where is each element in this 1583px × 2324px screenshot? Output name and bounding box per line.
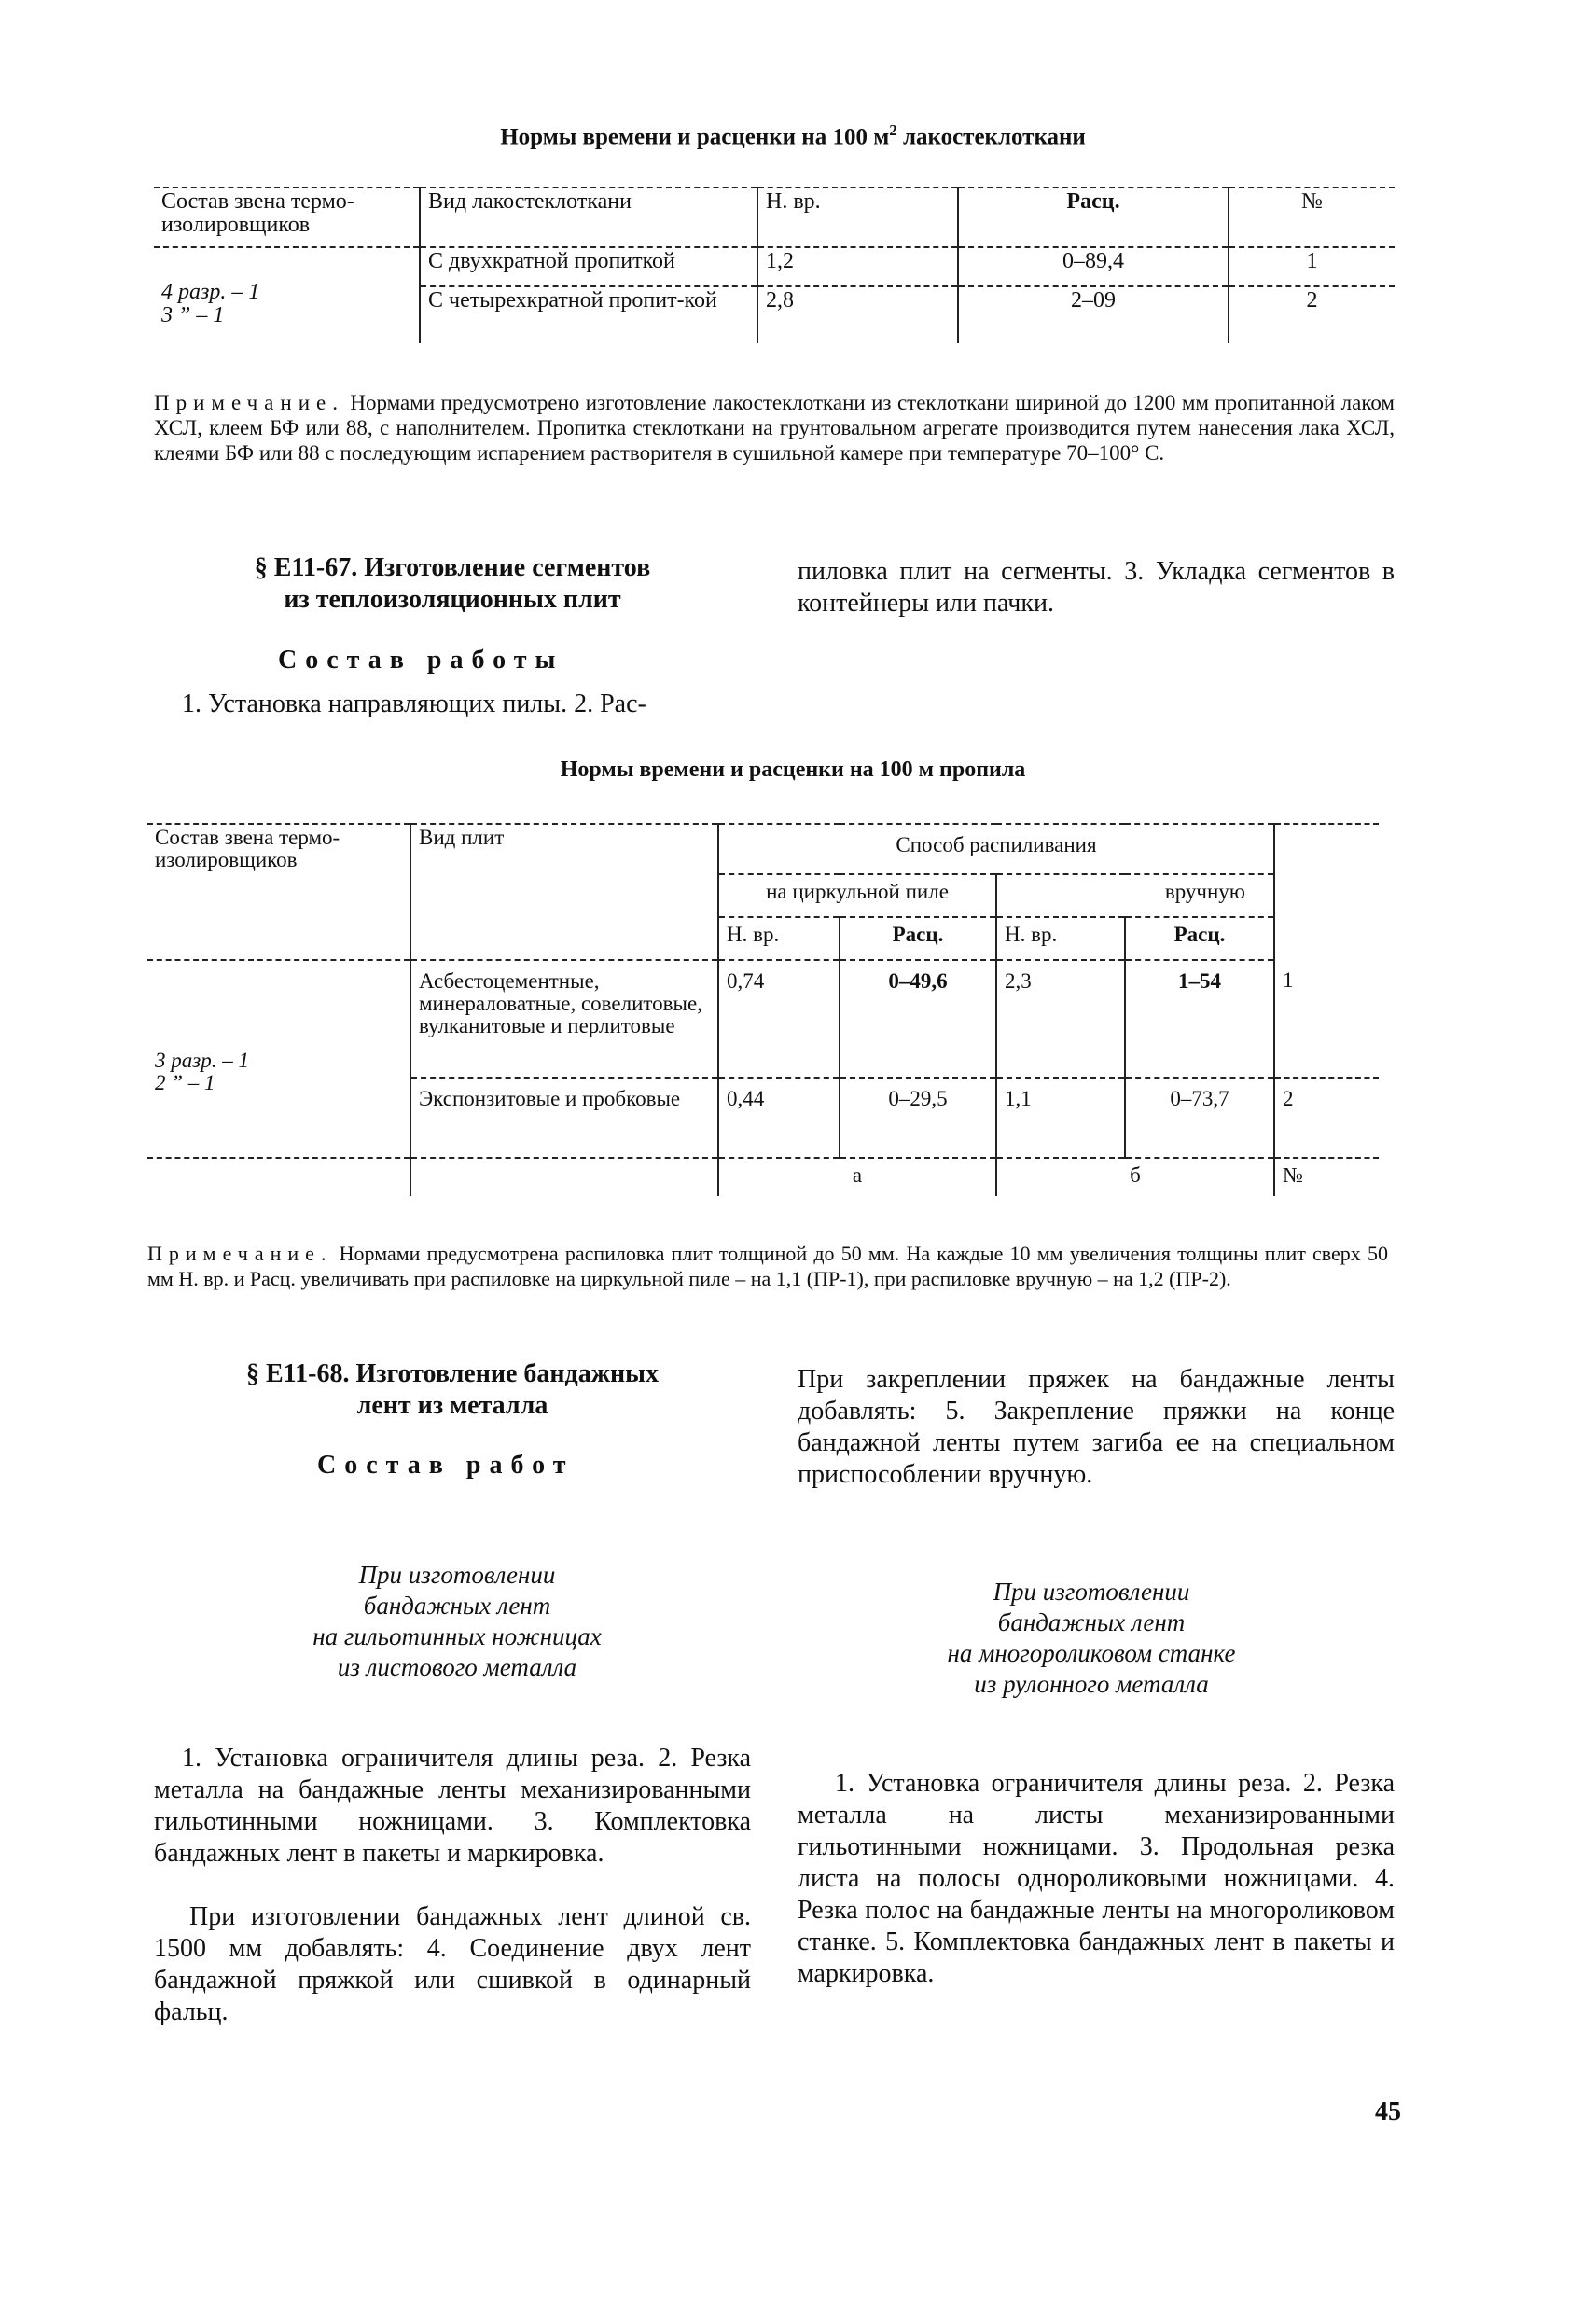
t1-r2-type: С четырехкратной пропит-кой [420, 286, 757, 343]
sec68-title-line2: лент из металла [356, 1391, 548, 1420]
right-sub-line4: из рулонного металла [974, 1670, 1209, 1698]
table1 [154, 187, 1395, 343]
note2-text: Нормами предусмотрена распиловка плит толщиной до 50 мм. На каждые 10 мм увеличения толщины плит сверх 50 мм Н. вр. и Расц. увеличивать при распиловке на циркульной пиле – на 1,1 (ПР-1), при распиловке вручную – на 1,2 (ПР-2). [147, 1242, 1388, 1290]
t2-r2-num: 2 [1274, 1078, 1379, 1158]
t2-h-m-norm: Н. вр. [996, 917, 1125, 960]
t2-r1-m-norm: 2,3 [996, 960, 1125, 1078]
t2-r2-c-norm: 0,44 [718, 1078, 840, 1158]
page-number: 45 [1375, 2097, 1401, 2126]
t2-f-a: а [718, 1158, 996, 1196]
t2-r1-m-rate: 1–54 [1125, 960, 1274, 1078]
t2-r1-c-norm: 0,74 [718, 960, 840, 1078]
t2-h-circular: на циркульной пиле [718, 874, 996, 917]
sec68-title-line1: § Е11-68. Изготовление бандажных [246, 1359, 659, 1388]
t1-crew-line2: 3 ” – 1 [161, 303, 225, 327]
t2-r2-m-rate: 0–73,7 [1125, 1078, 1274, 1158]
sec68-left-subheading [205, 1560, 709, 1683]
t2-h-crew: Состав звена термо-изолировщиков [147, 824, 410, 960]
left-sub-line2: бандажных лент [363, 1592, 551, 1620]
right-sub-line1: При изготовлении [993, 1578, 1190, 1606]
note1-text: Нормами предусмотрено изготовление лакостеклоткани из стеклоткани шириной до 1200 мм пропитанной лаком ХСЛ, клеем БФ или 88, с наполнителем. Пропитка стеклоткани на грунтовальном агрегате производится путем нанесения лака ХСЛ, клеями БФ или 88 с последующим испарением растворителя в сушильной камере при температуре 70–100° С. [154, 391, 1395, 465]
left-sub-line4: из листового металла [337, 1653, 577, 1681]
t1-r1-rate: 0–89,4 [958, 247, 1229, 286]
sec67-title [163, 552, 742, 616]
t2-r1-type: Асбестоцементные, минераловатные, совелитовые, вулканитовые и перлитовые [410, 960, 718, 1078]
t2-h-c-rate: Расц. [840, 917, 996, 960]
sec67-work-heading: Состав работы [278, 646, 564, 675]
table2 [147, 823, 1379, 1196]
t1-r2-num: 2 [1229, 286, 1395, 343]
right-sub-line2: бандажных лент [997, 1608, 1186, 1636]
t2-h-method: Способ распиливания [718, 824, 1274, 874]
sec68-left-p2: При изготовлении бандажных лент длиной св. 1500 мм добавлять: 4. Соединение двух лент бандажной пряжкой или сшивкой в одинарный фальц. [154, 1902, 751, 2026]
t2-r2-m-norm: 1,1 [996, 1078, 1125, 1158]
left-sub-line1: При изготовлении [358, 1561, 556, 1589]
note2-label: Примечание. [147, 1242, 333, 1265]
sec67-right-text: пиловка плит на сегменты. 3. Укладка сегментов в контейнеры или пачки. [798, 557, 1395, 618]
t1-h-crew: Состав звена термо-изолировщиков [154, 188, 420, 247]
t2-h-m-rate: Расц. [1125, 917, 1274, 960]
right-sub-line3: на многороликовом станке [947, 1639, 1236, 1667]
note1 [154, 390, 1395, 466]
t2-r2-type: Экспонзитовые и пробковые [410, 1078, 718, 1158]
sec68-right-subheading [812, 1577, 1371, 1700]
t2-r1-num: 1 [1274, 960, 1379, 1078]
sec68-right-intro: При закреплении пряжек на бандажные ленты добавлять: 5. Закрепление пряжки на конце бандажной ленты путем загиба ее на специальном приспособлении вручную. [798, 1365, 1395, 1489]
t1-h-rate: Расц. [958, 188, 1229, 247]
t2-r1-c-rate: 0–49,6 [840, 960, 996, 1078]
sec67-left-text: 1. Установка направляющих пилы. 2. Рас- [182, 689, 646, 718]
t1-r1-type: С двухкратной пропиткой [420, 247, 757, 286]
t2-h-c-norm: Н. вр. [718, 917, 840, 960]
sec68-title [163, 1358, 742, 1422]
sec68-right-p1: 1. Установка ограничителя длины реза. 2. Резка металла на листы механизированными гильотинными ножницами. 3. Продольная резка листа на полосы однороликовыми ножницами. 4. Резка полос на бандажные ленты на многороликовом станке. 5. Комплектовка бандажных лент в пакеты и маркировка. [798, 1769, 1395, 1988]
sec67-title-line2: из теплоизоляционных плит [284, 585, 621, 614]
t1-r2-rate: 2–09 [958, 286, 1229, 343]
t2-f-num: № [1274, 1158, 1379, 1196]
t1-r1-num: 1 [1229, 247, 1395, 286]
table1-title: Нормы времени и расценки на 100 $м^2$ лакостеклоткани [500, 121, 1086, 150]
note1-label: Примечание. [154, 391, 344, 414]
t1-crew [154, 247, 420, 343]
sec68-work-heading: Состав работ [317, 1451, 575, 1480]
t2-h-num-blank [1274, 824, 1379, 960]
t1-h-type: Вид лакостеклоткани [420, 188, 757, 247]
note2 [147, 1241, 1388, 1291]
t2-f-blank1 [147, 1158, 410, 1196]
t2-h-type: Вид плит [410, 824, 718, 960]
t1-r1-norm: 1,2 [757, 247, 958, 286]
t2-h-manual: вручную [996, 874, 1274, 917]
t1-r2-norm: 2,8 [757, 286, 958, 343]
table2-title: Нормы времени и расценки на 100 м пропила [560, 758, 1026, 782]
left-sub-line3: на гильотинных ножницах [312, 1622, 602, 1650]
t2-crew-line2: 2 ” – 1 [155, 1071, 215, 1094]
t2-crew-line1: 3 разр. – 1 [155, 1048, 249, 1072]
t2-crew [147, 960, 410, 1158]
sec67-title-line1: § Е11-67. Изготовление сегментов [254, 553, 651, 582]
t1-h-norm: Н. вр. [757, 188, 958, 247]
t1-h-num: № [1229, 188, 1395, 247]
sec68-left-p1: 1. Установка ограничителя длины реза. 2. Резка металла на бандажные ленты механизированными гильотинными ножницами. 3. Комплектовка бандажных лент в пакеты и маркировка. [154, 1744, 751, 1868]
t1-crew-line1: 4 разр. – 1 [161, 279, 260, 304]
t2-f-b: б [996, 1158, 1274, 1196]
t2-f-blank2 [410, 1158, 718, 1196]
t2-r2-c-rate: 0–29,5 [840, 1078, 996, 1158]
